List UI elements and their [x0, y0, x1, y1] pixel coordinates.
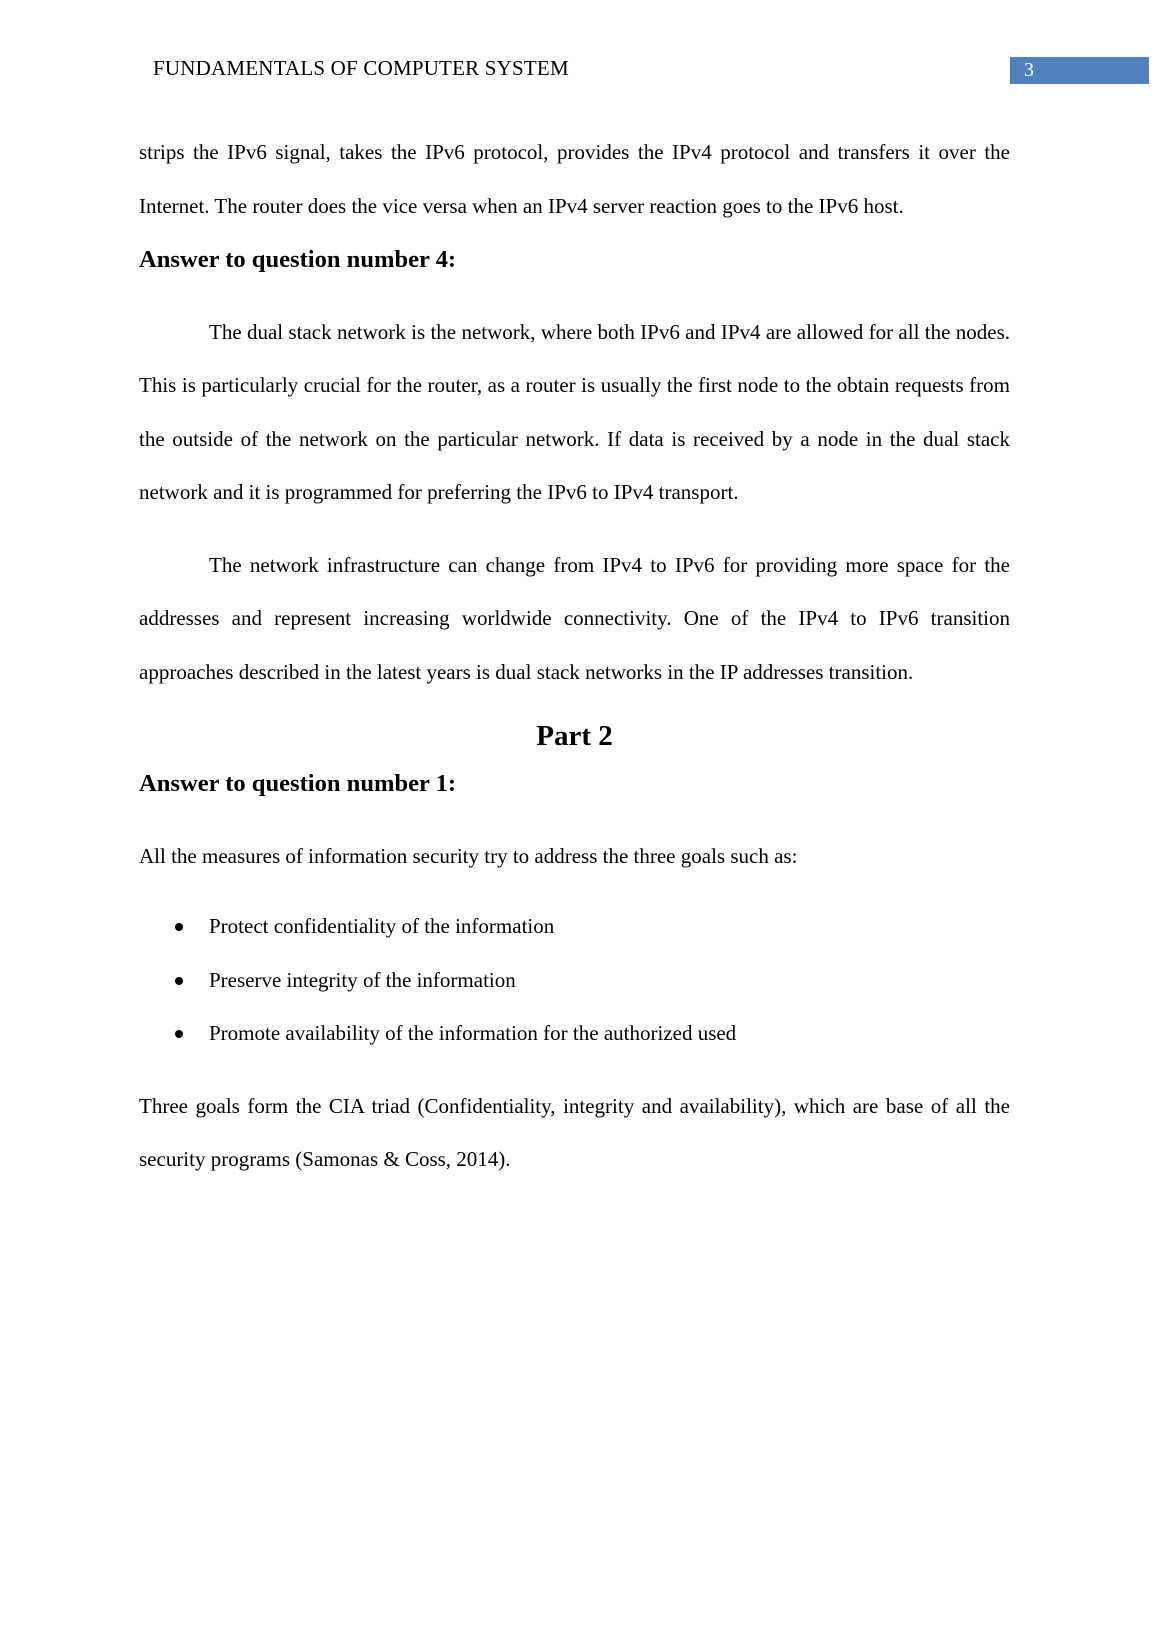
list-item-text: Preserve integrity of the information — [209, 967, 516, 992]
part-title: Part 2 — [536, 720, 613, 752]
section-heading-question-4: Answer to question number 4: — [139, 246, 457, 273]
body-paragraph-infrastructure: The network infrastructure can change from IPv4 to IPv6 for providing more space for the addresses and represent increasing worldwide connectivity. One of the IPv4 to IPv6 transition approaches described in the latest years is dual stack networks in the IP addresses transition. — [139, 552, 1010, 684]
bullet-icon — [175, 1030, 183, 1038]
list-item-text: Promote availability of the information for the authorized used — [209, 1021, 737, 1045]
bullet-icon — [175, 923, 183, 931]
list-item-text: Protect confidentiality of the information — [209, 914, 555, 938]
section-heading-question-1: Answer to question number 1: — [139, 770, 457, 797]
body-paragraph-dual-stack: The dual stack network is the network, where both IPv6 and IPv4 are allowed for all the nodes. This is particularly crucial for the router, as a router is usually the first node to the obtain requests from the outside of the network on the particular network. If data is received by a node in the dual stack network and it is programmed for preferring the IPv6 to IPv4 transport. — [139, 319, 1010, 504]
bullet-icon — [175, 977, 183, 985]
running-header-title: FUNDAMENTALS OF COMPUTER SYSTEM — [153, 56, 569, 80]
body-paragraph-security-goals: All the measures of information security try to address the three goals such as: — [139, 843, 798, 868]
list-item — [139, 900, 1010, 954]
list-item — [139, 1007, 1010, 1061]
list-item — [139, 954, 1010, 1008]
page-body — [139, 126, 1010, 1187]
bullet-list-cia-goals — [139, 900, 1010, 1061]
page-number: 3 — [1010, 57, 1149, 84]
continuation-paragraph: strips the IPv6 signal, takes the IPv6 protocol, provides the IPv4 protocol and transfers it over the Internet. The router does the vice versa when an IPv4 server reaction goes to the IPv6 host. — [139, 140, 1010, 218]
body-paragraph-cia-triad: Three goals form the CIA triad (Confidentiality, integrity and availability), which are base of all the security programs (Samonas & Coss, 2014). — [139, 1093, 1010, 1171]
